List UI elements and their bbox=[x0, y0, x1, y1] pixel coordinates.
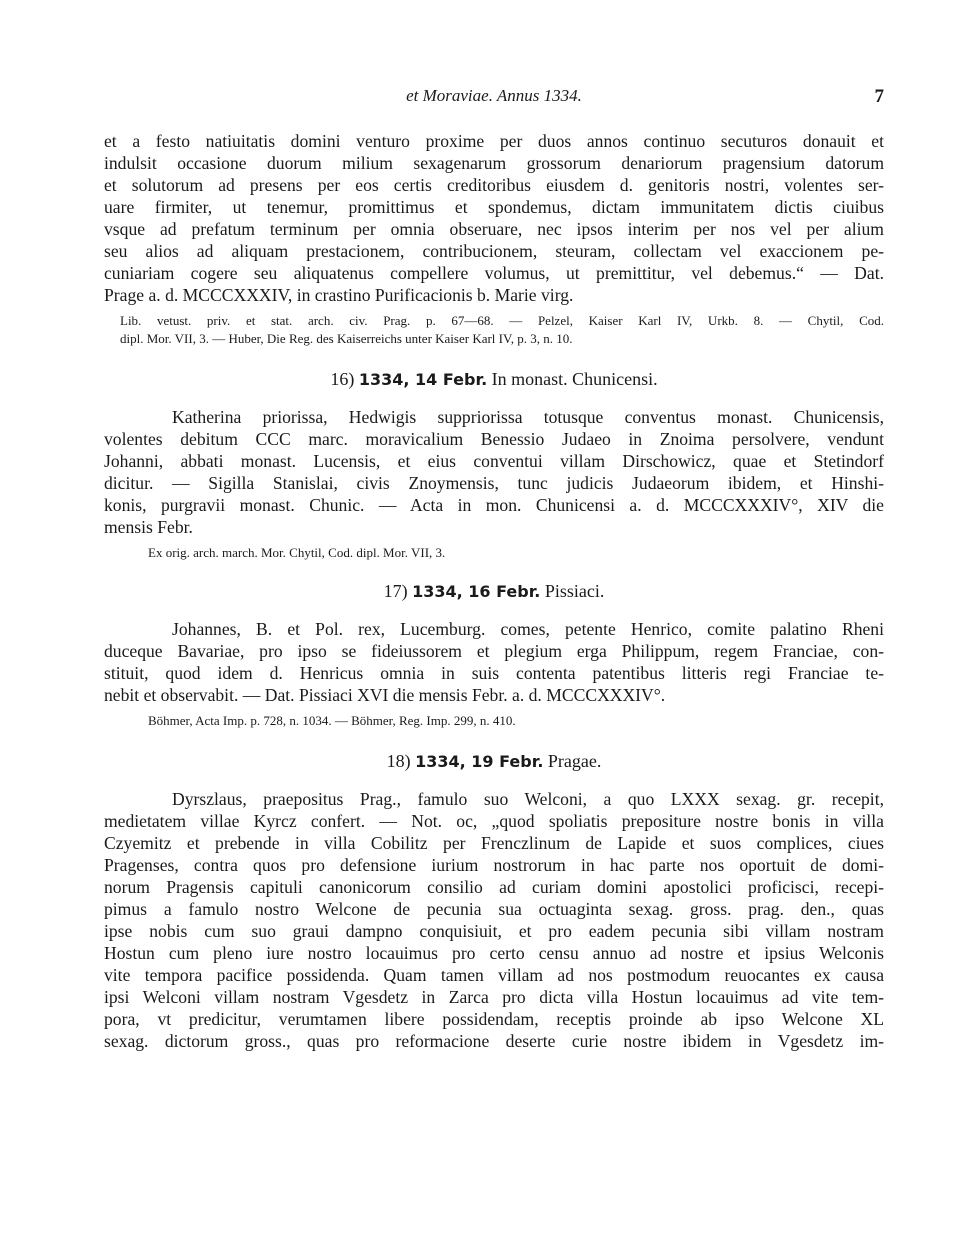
text-line: et solutorum ad presens per eos certis creditoribus eiusdem d. genitoris nostri, volentes ser- bbox=[104, 175, 884, 195]
running-header bbox=[104, 86, 884, 112]
text-line: medietatem villae Kyrcz confert. — Not. oc, „quod spoliatis prepositure nostre bonis in villa bbox=[104, 811, 884, 831]
text-line: Pragenses, contra quos pro defensione iurium nostrorum in hac parte nos oportuit de domi- bbox=[104, 855, 884, 875]
text-line: dicitur. — Sigilla Stanislai, civis Znoymensis, tunc judicis Judaeorum ibidem, et Hinshi- bbox=[104, 473, 884, 493]
text-line: nebit et observabit. — Dat. Pissiaci XVI die mensis Febr. a. d. MCCCXXXIV°. bbox=[104, 685, 666, 705]
text-line: mensis Febr. bbox=[104, 517, 193, 537]
text-line: volentes debitum CCC marc. moravicalium Benessio Judaeo in Znoima persolvere, vendunt bbox=[104, 429, 884, 449]
text-line: pora, vt predicitur, verumtamen libere possidendam, receptis proinde ab ipso Welcone XL bbox=[104, 1009, 884, 1029]
text-line: Dyrszlaus, praepositus Prag., famulo suo Welconi, a quo LXXX sexag. gr. recepit, bbox=[172, 789, 884, 809]
text-line: Johannes, B. et Pol. rex, Lucemburg. comes, petente Henrico, comite palatino Rheni bbox=[172, 619, 884, 639]
text-line: vsque ad prefatum terminum per omnia obseruare, nec ipsos interim per nos vel per alium bbox=[104, 219, 884, 239]
text-line: duceque Bavariae, pro ipso se fideiussorem et plegium erga Philippum, regem Franciae, con- bbox=[104, 641, 884, 661]
text-line: uare firmiter, ut tenemur, promittimus et spondemus, dictam immunitatem dictis ciuibus bbox=[104, 197, 884, 217]
page-number: 7 bbox=[874, 86, 884, 107]
text-line: Hostun cum pleno iure nostro locauimus pro certo censu annuo ad nostre et ipsius Welconis bbox=[104, 943, 884, 963]
text-line: ipse nobis cum suo graui dampno conquisiuit, et pro eadem pecunia sibi villam nostram bbox=[104, 921, 884, 941]
text-line: vite tempora pacifice possidenda. Quam tamen villam ad nos postmodum reuocantes ex causa bbox=[104, 965, 884, 985]
text-line: Czyemitz et prebende in villa Cobilitz per Frenczlinum de Lapide et suos complices, ciues bbox=[104, 833, 884, 853]
entry-heading: 17) 1334, 16 Febr. Pissiaci. bbox=[383, 581, 605, 601]
text-line: Prage a. d. MCCCXXXIV, in crastino Purificacionis b. Marie virg. bbox=[104, 285, 574, 305]
text-line: et a festo natiuitatis domini venturo proxime per duos annos continuo secuturos donauit et bbox=[104, 131, 884, 151]
text-line: norum Pragensis capituli canonicorum consilio ad curiam domini apostolici proficisci, recepi- bbox=[104, 877, 884, 897]
text-line: cuniariam cogere seu aliquatenus compellere volumus, ut premittitur, vel debemus.“ — Dat. bbox=[104, 263, 884, 283]
text-line: indulsit occasione duorum milium sexagenarum grossorum denariorum pragensium datorum bbox=[104, 153, 884, 173]
text-line: sexag. dictorum gross., quas pro reformacione deserte curie nostre ibidem in Vgesdetz im- bbox=[104, 1031, 884, 1051]
source-note-line: Lib. vetust. priv. et stat. arch. civ. Prag. p. 67—68. — Pelzel, Kaiser Karl IV, Urkb. 8. — Chytil, Cod. bbox=[120, 313, 884, 328]
entry-heading: 18) 1334, 19 Febr. Pragae. bbox=[386, 751, 602, 771]
running-title: et Moraviae. Annus 1334. bbox=[406, 86, 582, 105]
text-line: Johanni, abbati monast. Lucensis, et eius conventui villam Dirschowicz, quae et Stetindorf bbox=[104, 451, 884, 471]
text-line: Katherina priorissa, Hedwigis suppriorissa totusque conventus monast. Chunicensis, bbox=[172, 407, 884, 427]
entry-heading: 16) 1334, 14 Febr. In monast. Chunicensi. bbox=[330, 369, 658, 389]
text-line: pimus a famulo nostro Welcone de pecunia sua octuaginta sexag. gross. prag. den., quas bbox=[104, 899, 884, 919]
source-note-line: dipl. Mor. VII, 3. — Huber, Die Reg. des Kaiserreichs unter Kaiser Karl IV, p. 3, n. 10. bbox=[120, 331, 573, 346]
text-line: konis, purgravii monast. Chunic. — Acta in mon. Chunicensi a. d. MCCCXXXIV°, XIV die bbox=[104, 495, 884, 515]
text-line: stituit, quod idem d. Henricus omnia in suis contenta patentibus litteris regi Franciae te- bbox=[104, 663, 884, 683]
source-note-line: Böhmer, Acta Imp. p. 728, n. 1034. — Böhmer, Reg. Imp. 299, n. 410. bbox=[148, 713, 516, 728]
source-note-line: Ex orig. arch. march. Mor. Chytil, Cod. dipl. Mor. VII, 3. bbox=[148, 545, 446, 560]
text-line: seu alios ad aliquam prestacionem, contribucionem, steuram, collectam vel exaccionem pe- bbox=[104, 241, 884, 261]
text-line: ipsi Welconi villam nostram Vgesdetz in Zarca pro dicta villa Hostun locauimus ad vite tem- bbox=[104, 987, 884, 1007]
